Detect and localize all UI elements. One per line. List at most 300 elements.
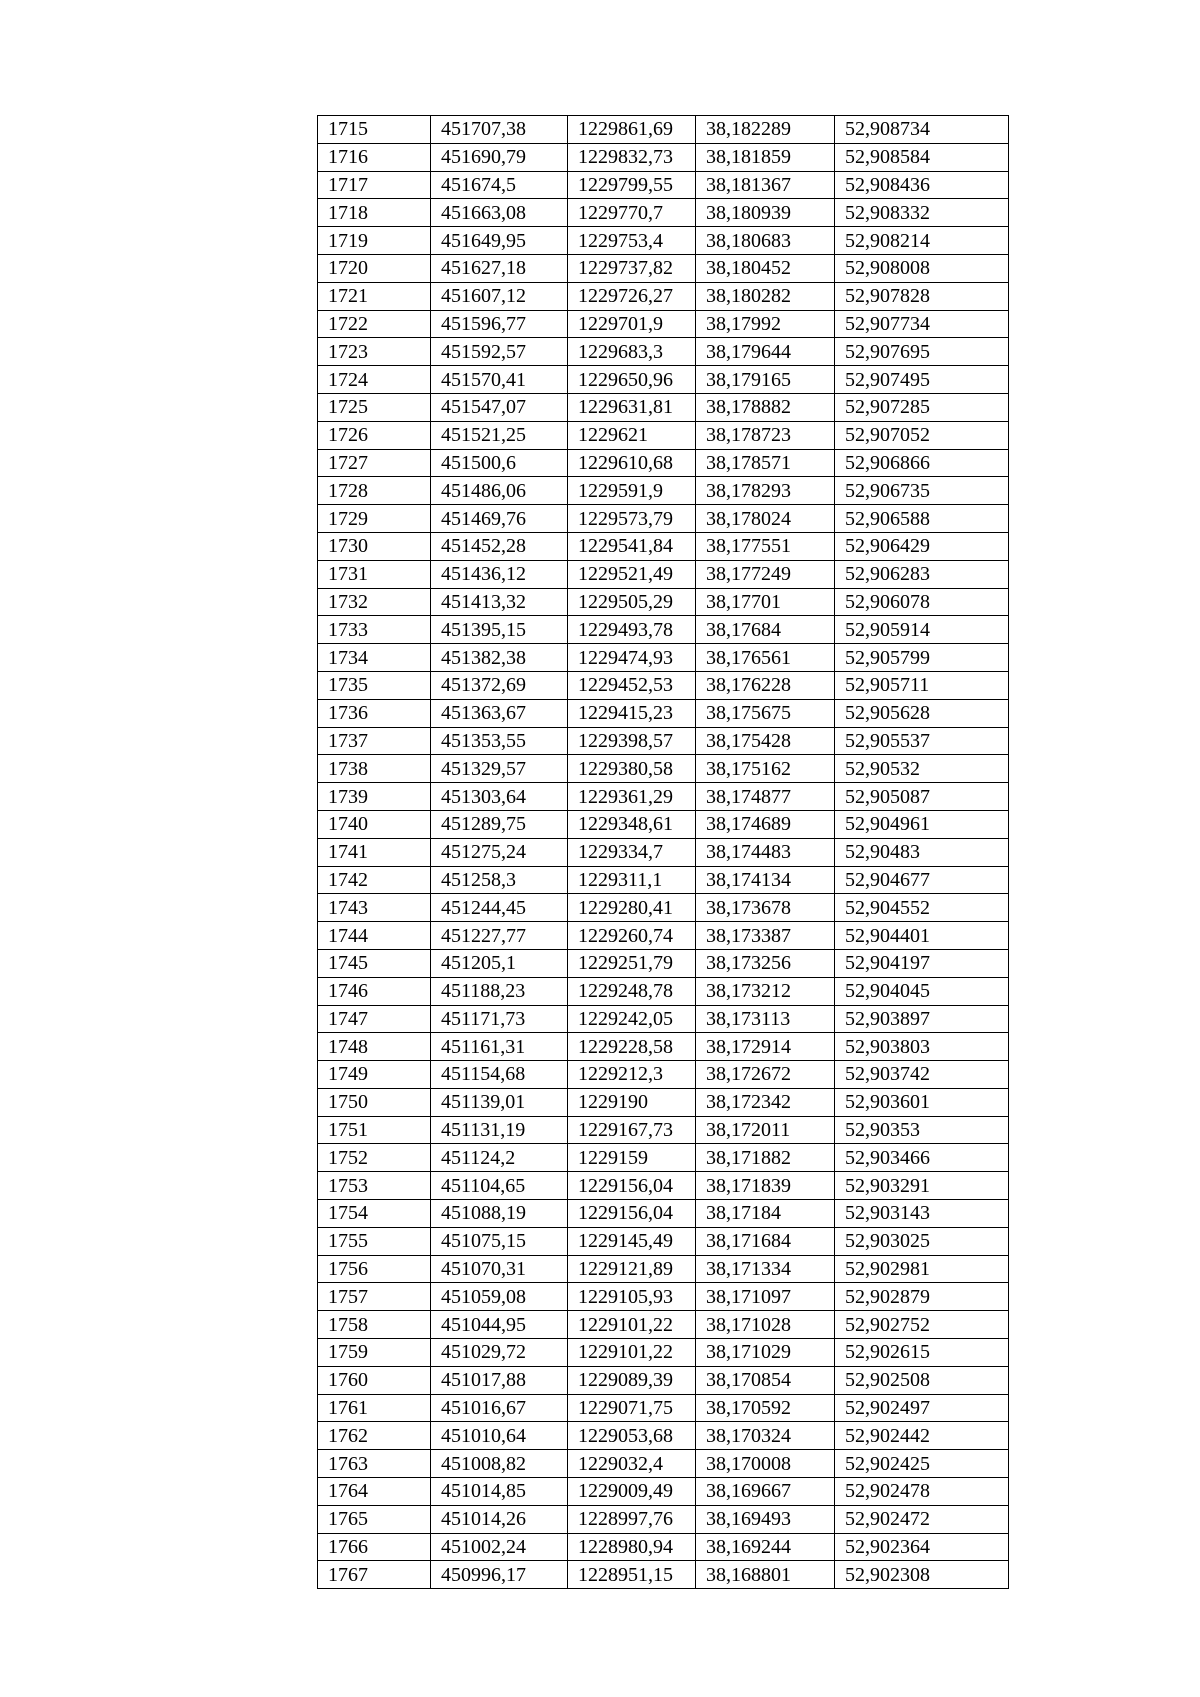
longitude-cell: 38,172342 bbox=[696, 1088, 835, 1116]
point-number-cell: 1743 bbox=[318, 894, 431, 922]
longitude-cell: 38,17701 bbox=[696, 588, 835, 616]
x-coordinate-cell: 451395,15 bbox=[431, 616, 568, 644]
point-number-cell: 1752 bbox=[318, 1144, 431, 1172]
x-coordinate-cell: 451592,57 bbox=[431, 338, 568, 366]
y-coordinate-cell: 1229361,29 bbox=[568, 783, 696, 811]
longitude-cell: 38,174689 bbox=[696, 810, 835, 838]
y-coordinate-cell: 1229009,49 bbox=[568, 1478, 696, 1506]
table-row bbox=[318, 866, 1009, 894]
latitude-cell: 52,906735 bbox=[835, 477, 1009, 505]
longitude-cell: 38,17684 bbox=[696, 616, 835, 644]
table-row bbox=[318, 838, 1009, 866]
y-coordinate-cell: 1229089,39 bbox=[568, 1366, 696, 1394]
latitude-cell: 52,908584 bbox=[835, 143, 1009, 171]
table-row bbox=[318, 1561, 1009, 1589]
table-row bbox=[318, 1005, 1009, 1033]
x-coordinate-cell: 451029,72 bbox=[431, 1339, 568, 1367]
x-coordinate-cell: 451303,64 bbox=[431, 783, 568, 811]
table-row bbox=[318, 1033, 1009, 1061]
latitude-cell: 52,906866 bbox=[835, 449, 1009, 477]
latitude-cell: 52,907695 bbox=[835, 338, 1009, 366]
latitude-cell: 52,905914 bbox=[835, 616, 1009, 644]
latitude-cell: 52,902497 bbox=[835, 1394, 1009, 1422]
latitude-cell: 52,903601 bbox=[835, 1088, 1009, 1116]
table-row bbox=[318, 1422, 1009, 1450]
x-coordinate-cell: 451059,08 bbox=[431, 1283, 568, 1311]
point-number-cell: 1760 bbox=[318, 1366, 431, 1394]
y-coordinate-cell: 1229156,04 bbox=[568, 1200, 696, 1228]
point-number-cell: 1725 bbox=[318, 393, 431, 421]
y-coordinate-cell: 1229861,69 bbox=[568, 116, 696, 144]
y-coordinate-cell: 1229101,22 bbox=[568, 1339, 696, 1367]
y-coordinate-cell: 1229505,29 bbox=[568, 588, 696, 616]
y-coordinate-cell: 1229521,49 bbox=[568, 560, 696, 588]
y-coordinate-cell: 1229121,89 bbox=[568, 1255, 696, 1283]
point-number-cell: 1747 bbox=[318, 1005, 431, 1033]
point-number-cell: 1724 bbox=[318, 366, 431, 394]
y-coordinate-cell: 1229167,73 bbox=[568, 1116, 696, 1144]
longitude-cell: 38,173678 bbox=[696, 894, 835, 922]
x-coordinate-cell: 450996,17 bbox=[431, 1561, 568, 1589]
latitude-cell: 52,908008 bbox=[835, 254, 1009, 282]
table-row bbox=[318, 783, 1009, 811]
latitude-cell: 52,906283 bbox=[835, 560, 1009, 588]
x-coordinate-cell: 451486,06 bbox=[431, 477, 568, 505]
x-coordinate-cell: 451131,19 bbox=[431, 1116, 568, 1144]
longitude-cell: 38,180452 bbox=[696, 254, 835, 282]
latitude-cell: 52,905628 bbox=[835, 699, 1009, 727]
y-coordinate-cell: 1229071,75 bbox=[568, 1394, 696, 1422]
x-coordinate-cell: 451627,18 bbox=[431, 254, 568, 282]
latitude-cell: 52,904045 bbox=[835, 977, 1009, 1005]
latitude-cell: 52,90483 bbox=[835, 838, 1009, 866]
point-number-cell: 1715 bbox=[318, 116, 431, 144]
longitude-cell: 38,174877 bbox=[696, 783, 835, 811]
longitude-cell: 38,177249 bbox=[696, 560, 835, 588]
x-coordinate-cell: 451690,79 bbox=[431, 143, 568, 171]
x-coordinate-cell: 451469,76 bbox=[431, 505, 568, 533]
x-coordinate-cell: 451547,07 bbox=[431, 393, 568, 421]
point-number-cell: 1765 bbox=[318, 1505, 431, 1533]
latitude-cell: 52,906429 bbox=[835, 532, 1009, 560]
longitude-cell: 38,169667 bbox=[696, 1478, 835, 1506]
y-coordinate-cell: 1229726,27 bbox=[568, 282, 696, 310]
point-number-cell: 1737 bbox=[318, 727, 431, 755]
latitude-cell: 52,902879 bbox=[835, 1283, 1009, 1311]
y-coordinate-cell: 1229832,73 bbox=[568, 143, 696, 171]
table-row bbox=[318, 366, 1009, 394]
latitude-cell: 52,904197 bbox=[835, 949, 1009, 977]
table-row bbox=[318, 560, 1009, 588]
point-number-cell: 1720 bbox=[318, 254, 431, 282]
longitude-cell: 38,171839 bbox=[696, 1172, 835, 1200]
coordinates-table-body bbox=[318, 116, 1009, 1589]
y-coordinate-cell: 1229398,57 bbox=[568, 727, 696, 755]
latitude-cell: 52,902472 bbox=[835, 1505, 1009, 1533]
x-coordinate-cell: 451171,73 bbox=[431, 1005, 568, 1033]
x-coordinate-cell: 451663,08 bbox=[431, 199, 568, 227]
longitude-cell: 38,169244 bbox=[696, 1533, 835, 1561]
x-coordinate-cell: 451075,15 bbox=[431, 1227, 568, 1255]
latitude-cell: 52,905087 bbox=[835, 783, 1009, 811]
y-coordinate-cell: 1229415,23 bbox=[568, 699, 696, 727]
x-coordinate-cell: 451289,75 bbox=[431, 810, 568, 838]
y-coordinate-cell: 1228997,76 bbox=[568, 1505, 696, 1533]
longitude-cell: 38,172914 bbox=[696, 1033, 835, 1061]
latitude-cell: 52,902615 bbox=[835, 1339, 1009, 1367]
longitude-cell: 38,169493 bbox=[696, 1505, 835, 1533]
x-coordinate-cell: 451413,32 bbox=[431, 588, 568, 616]
longitude-cell: 38,178024 bbox=[696, 505, 835, 533]
longitude-cell: 38,175428 bbox=[696, 727, 835, 755]
y-coordinate-cell: 1229190 bbox=[568, 1088, 696, 1116]
table-row bbox=[318, 727, 1009, 755]
point-number-cell: 1744 bbox=[318, 922, 431, 950]
x-coordinate-cell: 451244,45 bbox=[431, 894, 568, 922]
point-number-cell: 1719 bbox=[318, 227, 431, 255]
point-number-cell: 1727 bbox=[318, 449, 431, 477]
y-coordinate-cell: 1229251,79 bbox=[568, 949, 696, 977]
x-coordinate-cell: 451258,3 bbox=[431, 866, 568, 894]
latitude-cell: 52,906588 bbox=[835, 505, 1009, 533]
table-row bbox=[318, 1227, 1009, 1255]
point-number-cell: 1750 bbox=[318, 1088, 431, 1116]
x-coordinate-cell: 451452,28 bbox=[431, 532, 568, 560]
table-row bbox=[318, 1478, 1009, 1506]
y-coordinate-cell: 1229493,78 bbox=[568, 616, 696, 644]
latitude-cell: 52,906078 bbox=[835, 588, 1009, 616]
point-number-cell: 1732 bbox=[318, 588, 431, 616]
latitude-cell: 52,907734 bbox=[835, 310, 1009, 338]
table-row bbox=[318, 1144, 1009, 1172]
longitude-cell: 38,170008 bbox=[696, 1450, 835, 1478]
point-number-cell: 1730 bbox=[318, 532, 431, 560]
y-coordinate-cell: 1229610,68 bbox=[568, 449, 696, 477]
latitude-cell: 52,907828 bbox=[835, 282, 1009, 310]
latitude-cell: 52,902308 bbox=[835, 1561, 1009, 1589]
table-row bbox=[318, 1533, 1009, 1561]
longitude-cell: 38,171097 bbox=[696, 1283, 835, 1311]
y-coordinate-cell: 1229380,58 bbox=[568, 755, 696, 783]
longitude-cell: 38,175675 bbox=[696, 699, 835, 727]
latitude-cell: 52,904401 bbox=[835, 922, 1009, 950]
y-coordinate-cell: 1229573,79 bbox=[568, 505, 696, 533]
point-number-cell: 1761 bbox=[318, 1394, 431, 1422]
x-coordinate-cell: 451521,25 bbox=[431, 421, 568, 449]
point-number-cell: 1735 bbox=[318, 671, 431, 699]
latitude-cell: 52,907052 bbox=[835, 421, 1009, 449]
point-number-cell: 1742 bbox=[318, 866, 431, 894]
latitude-cell: 52,908734 bbox=[835, 116, 1009, 144]
table-row bbox=[318, 1394, 1009, 1422]
longitude-cell: 38,178571 bbox=[696, 449, 835, 477]
longitude-cell: 38,179165 bbox=[696, 366, 835, 394]
y-coordinate-cell: 1229280,41 bbox=[568, 894, 696, 922]
longitude-cell: 38,17992 bbox=[696, 310, 835, 338]
y-coordinate-cell: 1229334,7 bbox=[568, 838, 696, 866]
y-coordinate-cell: 1229541,84 bbox=[568, 532, 696, 560]
x-coordinate-cell: 451649,95 bbox=[431, 227, 568, 255]
point-number-cell: 1754 bbox=[318, 1200, 431, 1228]
x-coordinate-cell: 451436,12 bbox=[431, 560, 568, 588]
table-row bbox=[318, 894, 1009, 922]
y-coordinate-cell: 1229799,55 bbox=[568, 171, 696, 199]
table-row bbox=[318, 616, 1009, 644]
longitude-cell: 38,179644 bbox=[696, 338, 835, 366]
longitude-cell: 38,180939 bbox=[696, 199, 835, 227]
y-coordinate-cell: 1229311,1 bbox=[568, 866, 696, 894]
latitude-cell: 52,908436 bbox=[835, 171, 1009, 199]
table-row bbox=[318, 310, 1009, 338]
table-row bbox=[318, 644, 1009, 672]
longitude-cell: 38,171029 bbox=[696, 1339, 835, 1367]
latitude-cell: 52,905537 bbox=[835, 727, 1009, 755]
y-coordinate-cell: 1229683,3 bbox=[568, 338, 696, 366]
longitude-cell: 38,175162 bbox=[696, 755, 835, 783]
x-coordinate-cell: 451070,31 bbox=[431, 1255, 568, 1283]
y-coordinate-cell: 1229156,04 bbox=[568, 1172, 696, 1200]
y-coordinate-cell: 1229631,81 bbox=[568, 393, 696, 421]
y-coordinate-cell: 1229212,3 bbox=[568, 1061, 696, 1089]
x-coordinate-cell: 451596,77 bbox=[431, 310, 568, 338]
table-row bbox=[318, 1061, 1009, 1089]
longitude-cell: 38,171334 bbox=[696, 1255, 835, 1283]
x-coordinate-cell: 451014,26 bbox=[431, 1505, 568, 1533]
table-row bbox=[318, 1450, 1009, 1478]
table-row bbox=[318, 116, 1009, 144]
latitude-cell: 52,905799 bbox=[835, 644, 1009, 672]
table-row bbox=[318, 1366, 1009, 1394]
table-row bbox=[318, 1311, 1009, 1339]
x-coordinate-cell: 451372,69 bbox=[431, 671, 568, 699]
x-coordinate-cell: 451329,57 bbox=[431, 755, 568, 783]
x-coordinate-cell: 451017,88 bbox=[431, 1366, 568, 1394]
table-row bbox=[318, 254, 1009, 282]
x-coordinate-cell: 451205,1 bbox=[431, 949, 568, 977]
table-row bbox=[318, 532, 1009, 560]
longitude-cell: 38,176561 bbox=[696, 644, 835, 672]
longitude-cell: 38,171684 bbox=[696, 1227, 835, 1255]
point-number-cell: 1766 bbox=[318, 1533, 431, 1561]
table-row bbox=[318, 1339, 1009, 1367]
x-coordinate-cell: 451275,24 bbox=[431, 838, 568, 866]
table-row bbox=[318, 338, 1009, 366]
y-coordinate-cell: 1229753,4 bbox=[568, 227, 696, 255]
y-coordinate-cell: 1229701,9 bbox=[568, 310, 696, 338]
x-coordinate-cell: 451014,85 bbox=[431, 1478, 568, 1506]
longitude-cell: 38,181367 bbox=[696, 171, 835, 199]
point-number-cell: 1717 bbox=[318, 171, 431, 199]
x-coordinate-cell: 451353,55 bbox=[431, 727, 568, 755]
longitude-cell: 38,170854 bbox=[696, 1366, 835, 1394]
table-row bbox=[318, 755, 1009, 783]
y-coordinate-cell: 1229228,58 bbox=[568, 1033, 696, 1061]
latitude-cell: 52,902364 bbox=[835, 1533, 1009, 1561]
y-coordinate-cell: 1229452,53 bbox=[568, 671, 696, 699]
table-row bbox=[318, 449, 1009, 477]
table-row bbox=[318, 1172, 1009, 1200]
point-number-cell: 1738 bbox=[318, 755, 431, 783]
longitude-cell: 38,172011 bbox=[696, 1116, 835, 1144]
point-number-cell: 1726 bbox=[318, 421, 431, 449]
x-coordinate-cell: 451002,24 bbox=[431, 1533, 568, 1561]
latitude-cell: 52,903291 bbox=[835, 1172, 1009, 1200]
y-coordinate-cell: 1229032,4 bbox=[568, 1450, 696, 1478]
longitude-cell: 38,177551 bbox=[696, 532, 835, 560]
point-number-cell: 1723 bbox=[318, 338, 431, 366]
table-row bbox=[318, 699, 1009, 727]
y-coordinate-cell: 1229474,93 bbox=[568, 644, 696, 672]
table-row bbox=[318, 949, 1009, 977]
longitude-cell: 38,171882 bbox=[696, 1144, 835, 1172]
longitude-cell: 38,176228 bbox=[696, 671, 835, 699]
longitude-cell: 38,172672 bbox=[696, 1061, 835, 1089]
x-coordinate-cell: 451154,68 bbox=[431, 1061, 568, 1089]
y-coordinate-cell: 1229348,61 bbox=[568, 810, 696, 838]
table-row bbox=[318, 977, 1009, 1005]
table-row bbox=[318, 1283, 1009, 1311]
x-coordinate-cell: 451161,31 bbox=[431, 1033, 568, 1061]
point-number-cell: 1758 bbox=[318, 1311, 431, 1339]
longitude-cell: 38,173212 bbox=[696, 977, 835, 1005]
x-coordinate-cell: 451008,82 bbox=[431, 1450, 568, 1478]
table-row bbox=[318, 171, 1009, 199]
x-coordinate-cell: 451674,5 bbox=[431, 171, 568, 199]
y-coordinate-cell: 1229621 bbox=[568, 421, 696, 449]
longitude-cell: 38,173387 bbox=[696, 922, 835, 950]
x-coordinate-cell: 451500,6 bbox=[431, 449, 568, 477]
point-number-cell: 1762 bbox=[318, 1422, 431, 1450]
latitude-cell: 52,904552 bbox=[835, 894, 1009, 922]
y-coordinate-cell: 1229650,96 bbox=[568, 366, 696, 394]
latitude-cell: 52,903025 bbox=[835, 1227, 1009, 1255]
table-row bbox=[318, 143, 1009, 171]
point-number-cell: 1749 bbox=[318, 1061, 431, 1089]
table-row bbox=[318, 1505, 1009, 1533]
y-coordinate-cell: 1228951,15 bbox=[568, 1561, 696, 1589]
y-coordinate-cell: 1229260,74 bbox=[568, 922, 696, 950]
table-row bbox=[318, 588, 1009, 616]
point-number-cell: 1718 bbox=[318, 199, 431, 227]
table-row bbox=[318, 1200, 1009, 1228]
latitude-cell: 52,902478 bbox=[835, 1478, 1009, 1506]
x-coordinate-cell: 451363,67 bbox=[431, 699, 568, 727]
y-coordinate-cell: 1229145,49 bbox=[568, 1227, 696, 1255]
latitude-cell: 52,902981 bbox=[835, 1255, 1009, 1283]
longitude-cell: 38,174134 bbox=[696, 866, 835, 894]
longitude-cell: 38,182289 bbox=[696, 116, 835, 144]
latitude-cell: 52,903803 bbox=[835, 1033, 1009, 1061]
latitude-cell: 52,90532 bbox=[835, 755, 1009, 783]
table-row bbox=[318, 227, 1009, 255]
longitude-cell: 38,178882 bbox=[696, 393, 835, 421]
point-number-cell: 1759 bbox=[318, 1339, 431, 1367]
longitude-cell: 38,170324 bbox=[696, 1422, 835, 1450]
point-number-cell: 1740 bbox=[318, 810, 431, 838]
point-number-cell: 1757 bbox=[318, 1283, 431, 1311]
x-coordinate-cell: 451104,65 bbox=[431, 1172, 568, 1200]
x-coordinate-cell: 451044,95 bbox=[431, 1311, 568, 1339]
point-number-cell: 1721 bbox=[318, 282, 431, 310]
table-row bbox=[318, 477, 1009, 505]
y-coordinate-cell: 1229053,68 bbox=[568, 1422, 696, 1450]
x-coordinate-cell: 451707,38 bbox=[431, 116, 568, 144]
point-number-cell: 1733 bbox=[318, 616, 431, 644]
point-number-cell: 1731 bbox=[318, 560, 431, 588]
longitude-cell: 38,171028 bbox=[696, 1311, 835, 1339]
longitude-cell: 38,168801 bbox=[696, 1561, 835, 1589]
longitude-cell: 38,180683 bbox=[696, 227, 835, 255]
latitude-cell: 52,908214 bbox=[835, 227, 1009, 255]
table-row bbox=[318, 922, 1009, 950]
y-coordinate-cell: 1229242,05 bbox=[568, 1005, 696, 1033]
x-coordinate-cell: 451227,77 bbox=[431, 922, 568, 950]
latitude-cell: 52,90353 bbox=[835, 1116, 1009, 1144]
y-coordinate-cell: 1229737,82 bbox=[568, 254, 696, 282]
y-coordinate-cell: 1229591,9 bbox=[568, 477, 696, 505]
table-row bbox=[318, 421, 1009, 449]
longitude-cell: 38,17184 bbox=[696, 1200, 835, 1228]
x-coordinate-cell: 451124,2 bbox=[431, 1144, 568, 1172]
y-coordinate-cell: 1228980,94 bbox=[568, 1533, 696, 1561]
x-coordinate-cell: 451088,19 bbox=[431, 1200, 568, 1228]
longitude-cell: 38,181859 bbox=[696, 143, 835, 171]
longitude-cell: 38,174483 bbox=[696, 838, 835, 866]
table-row bbox=[318, 199, 1009, 227]
latitude-cell: 52,902508 bbox=[835, 1366, 1009, 1394]
latitude-cell: 52,902752 bbox=[835, 1311, 1009, 1339]
longitude-cell: 38,178293 bbox=[696, 477, 835, 505]
table-row bbox=[318, 1116, 1009, 1144]
point-number-cell: 1763 bbox=[318, 1450, 431, 1478]
x-coordinate-cell: 451016,67 bbox=[431, 1394, 568, 1422]
table-row bbox=[318, 393, 1009, 421]
table-row bbox=[318, 1088, 1009, 1116]
y-coordinate-cell: 1229101,22 bbox=[568, 1311, 696, 1339]
latitude-cell: 52,907285 bbox=[835, 393, 1009, 421]
table-row bbox=[318, 282, 1009, 310]
point-number-cell: 1736 bbox=[318, 699, 431, 727]
coordinates-table bbox=[317, 115, 1009, 1589]
point-number-cell: 1722 bbox=[318, 310, 431, 338]
latitude-cell: 52,903742 bbox=[835, 1061, 1009, 1089]
latitude-cell: 52,904961 bbox=[835, 810, 1009, 838]
point-number-cell: 1756 bbox=[318, 1255, 431, 1283]
point-number-cell: 1716 bbox=[318, 143, 431, 171]
point-number-cell: 1729 bbox=[318, 505, 431, 533]
latitude-cell: 52,903897 bbox=[835, 1005, 1009, 1033]
table-row bbox=[318, 1255, 1009, 1283]
latitude-cell: 52,902425 bbox=[835, 1450, 1009, 1478]
x-coordinate-cell: 451010,64 bbox=[431, 1422, 568, 1450]
point-number-cell: 1745 bbox=[318, 949, 431, 977]
point-number-cell: 1748 bbox=[318, 1033, 431, 1061]
point-number-cell: 1767 bbox=[318, 1561, 431, 1589]
longitude-cell: 38,170592 bbox=[696, 1394, 835, 1422]
point-number-cell: 1755 bbox=[318, 1227, 431, 1255]
y-coordinate-cell: 1229159 bbox=[568, 1144, 696, 1172]
x-coordinate-cell: 451607,12 bbox=[431, 282, 568, 310]
longitude-cell: 38,173256 bbox=[696, 949, 835, 977]
point-number-cell: 1728 bbox=[318, 477, 431, 505]
table-row bbox=[318, 810, 1009, 838]
latitude-cell: 52,903143 bbox=[835, 1200, 1009, 1228]
table-row bbox=[318, 505, 1009, 533]
latitude-cell: 52,905711 bbox=[835, 671, 1009, 699]
latitude-cell: 52,904677 bbox=[835, 866, 1009, 894]
point-number-cell: 1739 bbox=[318, 783, 431, 811]
x-coordinate-cell: 451188,23 bbox=[431, 977, 568, 1005]
